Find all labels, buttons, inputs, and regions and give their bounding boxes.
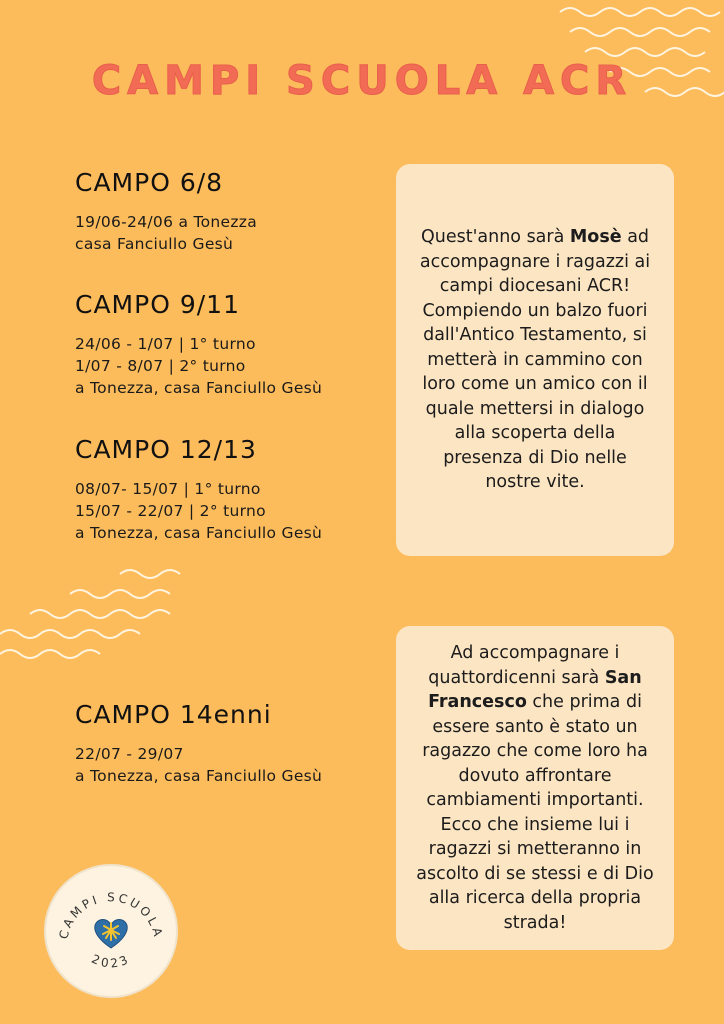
camp-location: a Tonezza, casa Fanciullo Gesù <box>75 379 323 397</box>
info-box-text <box>412 641 658 935</box>
camp-turn-1: 08/07- 15/07 | 1° turno <box>75 480 261 498</box>
text-fragment: ad accompagnare i ragazzi ai campi diocesani ACR! Compiendo un balzo fuori dall'Antico Testamento, si metterà in cammino con loro come un amico con il quale mettersi in dialogo alla scoperta della presenza di Dio nelle nostre vite. <box>419 227 651 493</box>
camp-12-13 <box>75 435 322 544</box>
camp-turn-1: 24/06 - 1/07 | 1° turno <box>75 335 256 353</box>
heart-icon <box>95 919 127 948</box>
camp-turn-2: 1/07 - 8/07 | 2° turno <box>75 357 246 375</box>
camp-heading: CAMPO 12/13 <box>75 435 257 464</box>
camp-14enni <box>75 700 322 787</box>
camp-9-11 <box>75 290 322 399</box>
highlight-name: San Francesco <box>428 667 642 712</box>
camp-heading: CAMPO 9/11 <box>75 290 240 319</box>
camp-heading: CAMPO 6/8 <box>75 168 224 197</box>
wave-decoration-left <box>0 560 200 670</box>
info-box-text <box>418 225 652 495</box>
camp-location: a Tonezza, casa Fanciullo Gesù <box>75 767 323 785</box>
camp-dates: 19/06-24/06 a Tonezza <box>75 213 258 231</box>
badge-text-top: CAMPI SCUOLA <box>56 890 166 941</box>
camp-6-8 <box>75 168 257 255</box>
page-title: CAMPI SCUOLA ACR <box>91 58 633 104</box>
info-box-mose <box>396 164 674 556</box>
badge-text-bottom: 2023 <box>89 951 133 971</box>
camp-heading: CAMPO 14enni <box>75 700 272 729</box>
text-fragment: che prima di essere santo è stato un ragazzo che come loro ha dovuto affrontare cambiamenti importanti. Ecco che insieme lui i ragazzi si metteranno in ascolto di se stessi e di Dio alla ricerca della propria strada! <box>416 692 654 933</box>
camp-turn-2: 15/07 - 22/07 | 2° turno <box>75 502 266 520</box>
text-fragment: Quest'anno sarà <box>420 227 570 248</box>
camp-location: a Tonezza, casa Fanciullo Gesù <box>75 524 323 542</box>
text-fragment: Ad accompagnare i quattordicenni sarà <box>428 643 620 688</box>
campi-scuola-badge <box>44 864 178 998</box>
camp-location: casa Fanciullo Gesù <box>75 235 234 253</box>
highlight-name: Mosè <box>569 227 622 248</box>
badge-graphic <box>46 866 176 996</box>
camp-dates: 22/07 - 29/07 <box>75 745 184 763</box>
info-box-san-francesco <box>396 626 674 950</box>
